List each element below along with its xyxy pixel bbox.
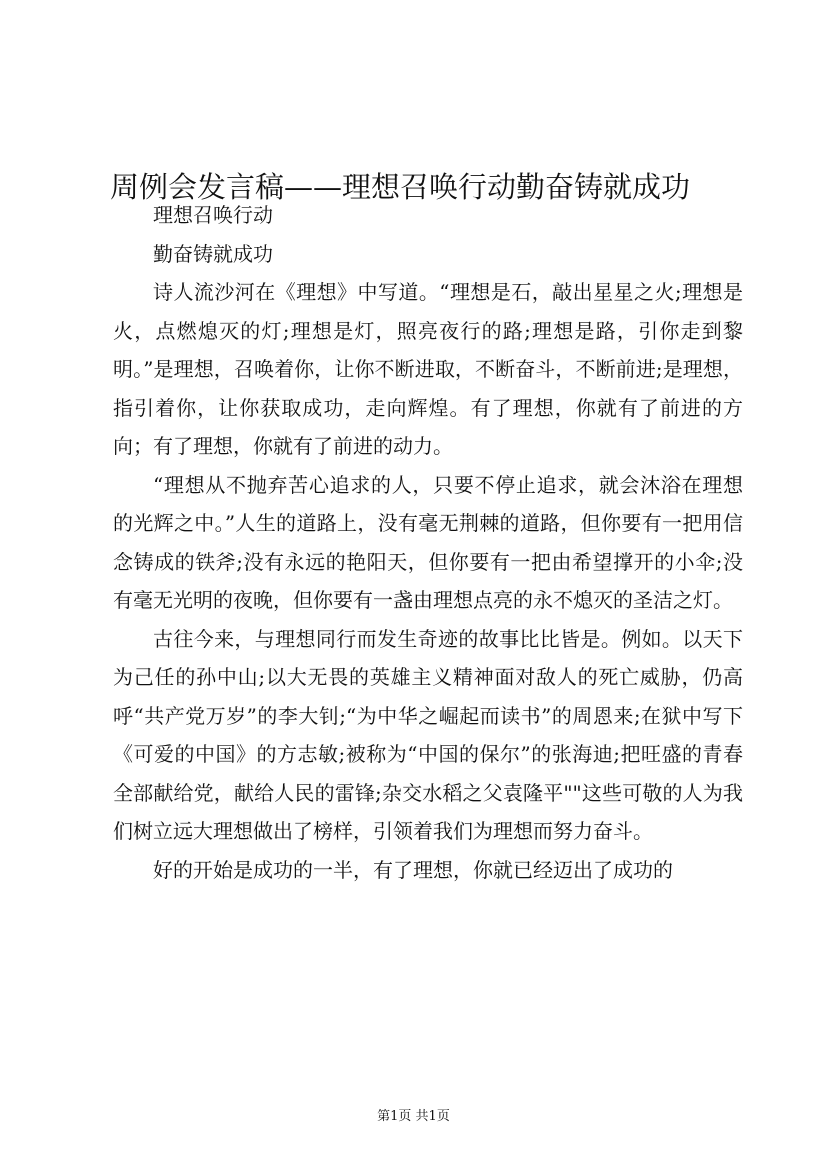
paragraph-ideal-quote: “理想从不抛弃苦心追求的人，只要不停止追求，就会沐浴在理想的光辉之中。”人生的道路上，没有毫无荆棘的道路，但你要有一把用信念铸成的铁斧;没有永远的艳阳天，但你要有一把由希望撑开的小伞;没有毫无光明的夜晚，但你要有一盏由理想点亮的永不熄灭的圣洁之灯。: [113, 472, 743, 612]
paragraph-subtitle-1: 理想召唤行动: [153, 203, 273, 227]
document-body: [113, 196, 743, 889]
paragraph-poem-quote: 诗人流沙河在《理想》中写道。“理想是石，敲出星星之火;理想是火，点燃熄灭的灯;理想是灯，照亮夜行的路;理想是路，引你走到黎明。”是理想，召唤着你，让你不断进取，不断奋斗，不断前进;是理想，指引着你，让你获取成功，走向辉煌。有了理想，你就有了前进的方向；有了理想，你就有了前进的动力。: [113, 280, 743, 458]
paragraph-good-start: 好的开始是成功的一半，有了理想，你就已经迈出了成功的: [153, 857, 673, 882]
document-title: 周例会发言稿——理想召唤行动勤奋铸就成功: [110, 170, 691, 205]
paragraph-subtitle-2: 勤奋铸就成功: [153, 241, 273, 266]
paragraph-examples: 古往今来，与理想同行而发生奇迹的故事比比皆是。例如。以天下为己任的孙中山;以大无畏的英雄主义精神面对敌人的死亡威胁，仍高呼“共产党万岁”的李大钊;“为中华之崛起而读书”的周恩来;在狱中写下《可爱的中国》的方志敏;被称为“中国的保尔”的张海迪;把旺盛的青春全部献给党，献给人民的雷锋;杂交水稻之父袁隆平""这些可敬的人为我们树立远大理想做出了榜样，引领着我们为理想而努力奋斗。: [113, 626, 743, 843]
page-footer: 第1页 共1页: [377, 1109, 450, 1124]
